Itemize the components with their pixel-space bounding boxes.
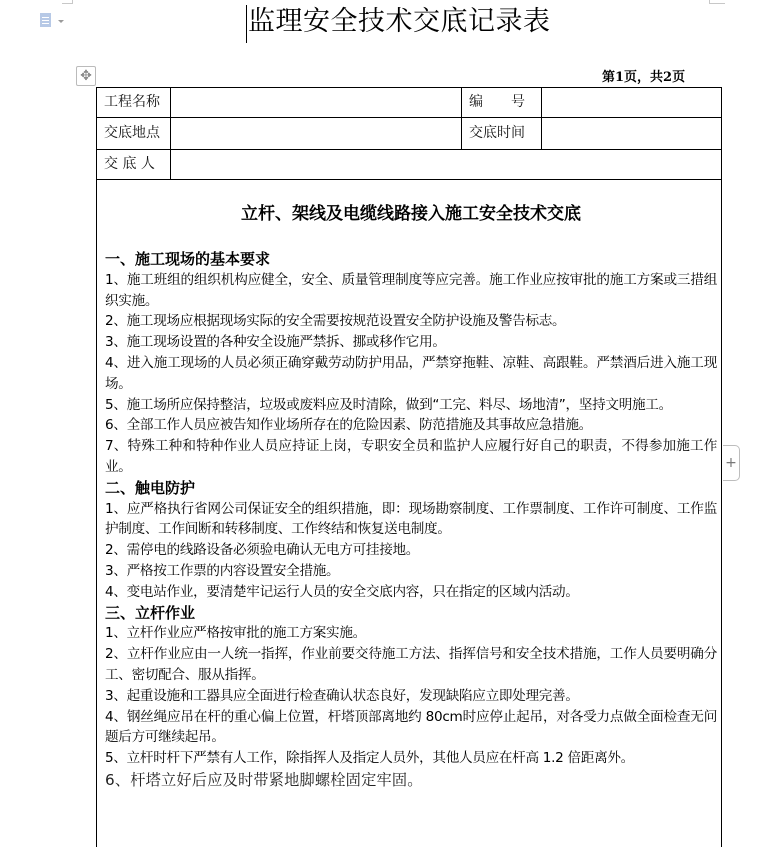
section-title: 一、施工现场的基本要求: [105, 250, 271, 268]
record-table: [96, 87, 722, 847]
list-item: 3、严格按工作票的内容设置安全措施。: [105, 562, 340, 579]
list-item: 1、立杆作业应严格按审批的施工方案实施。: [105, 625, 366, 642]
table-row-divider: [97, 149, 721, 150]
list-item: 2、需停电的线路设备必须验电确认无电方可挂接地。: [105, 542, 420, 559]
document-icon[interactable]: [40, 13, 51, 27]
dropdown-arrow-icon[interactable]: [58, 20, 64, 23]
text-cursor: [246, 5, 247, 43]
location-label: 交底地点: [104, 125, 160, 141]
move-icon[interactable]: ✥: [76, 66, 96, 86]
list-item: 7、特殊工种和特种作业人员应持证上岗，专职安全员和监护人应履行好自己的职责，不得参加施工作业。: [105, 438, 717, 475]
section-1: [105, 249, 717, 478]
page-info: 第1页，共2页: [602, 70, 686, 85]
list-item: 3、起重设施和工器具应全面进行检查确认状态良好，发现缺陷应立即处理完善。: [105, 687, 579, 704]
table-col-divider: [170, 87, 171, 179]
page-corner-mark-left: [62, 0, 73, 4]
number-label: 编 号: [469, 94, 525, 110]
table-col-divider: [541, 87, 542, 149]
plus-icon[interactable]: +: [723, 445, 740, 481]
section-3: [105, 603, 717, 791]
list-item: 2、立杆作业应由一人统一指挥，作业前要交待施工方法、指挥信号和安全技术措施，工作人员要明确分工、密切配合、服从指挥。: [105, 646, 717, 683]
person-label: 交 底 人: [104, 156, 155, 172]
table-row-divider: [97, 117, 721, 118]
list-item: 1、施工班组的组织机构应健全，安全、质量管理制度等应完善。施工作业应按审批的施工方案或三措组织实施。: [105, 271, 717, 309]
list-item: 4、钢丝绳应吊在杆的重心偏上位置，杆塔顶部离地约 80cm时应停止起吊，对各受力点做全面检查无问题后方可继续起吊。: [105, 708, 717, 746]
table-col-divider: [461, 87, 462, 149]
list-item: 5、立杆时杆下严禁有人工作，除指挥人及指定人员外，其他人员应在杆高 1.2 倍距离外。: [105, 750, 634, 767]
list-item: 4、进入施工现场的人员必须正确穿戴劳动防护用品，严禁穿拖鞋、凉鞋、高跟鞋。严禁酒后进入施工现场。: [105, 354, 717, 392]
section-title: 二、触电防护: [105, 478, 196, 497]
content-heading: 立杆、架线及电缆线路接入施工安全技术交底: [241, 204, 581, 224]
table-border: [97, 87, 721, 88]
list-item: 6、全部工作人员应被告知作业场所存在的危险因素、防范措施及其事故应急措施。: [105, 417, 592, 434]
document-title: 监理安全技术交底记录表: [248, 6, 551, 37]
content-area[interactable]: [105, 179, 717, 791]
list-item: 4、变电站作业，要清楚牢记运行人员的安全交底内容，只在指定的区域内活动。: [105, 583, 579, 600]
list-item: 2、施工现场应根据现场实际的安全需要按规范设置安全防护设施及警告标志。: [105, 313, 566, 330]
list-item: 1、应严格执行省网公司保证安全的组织措施，即：现场勘察制度、工作票制度、工作许可制度、工作监护制度、工作间断和转移制度、工作终结和恢复送电制度。: [105, 500, 717, 538]
page-corner-mark-right: [709, 0, 725, 4]
list-item: 6、杆塔立好后应及时带紧地脚螺栓固定牢固。: [105, 770, 423, 789]
list-item: 3、施工现场设置的各种安全设施严禁拆、挪或移作它用。: [105, 334, 446, 351]
list-item: 5、施工场所应保持整洁，垃圾或废料应及时清除，做到“工完、料尽、场地清”，坚持文明施工。: [105, 396, 672, 413]
project-name-label: 工程名称: [104, 94, 160, 110]
section-2: [105, 478, 717, 603]
time-label: 交底时间: [469, 125, 525, 141]
section-title: 三、立杆作业: [105, 603, 196, 622]
